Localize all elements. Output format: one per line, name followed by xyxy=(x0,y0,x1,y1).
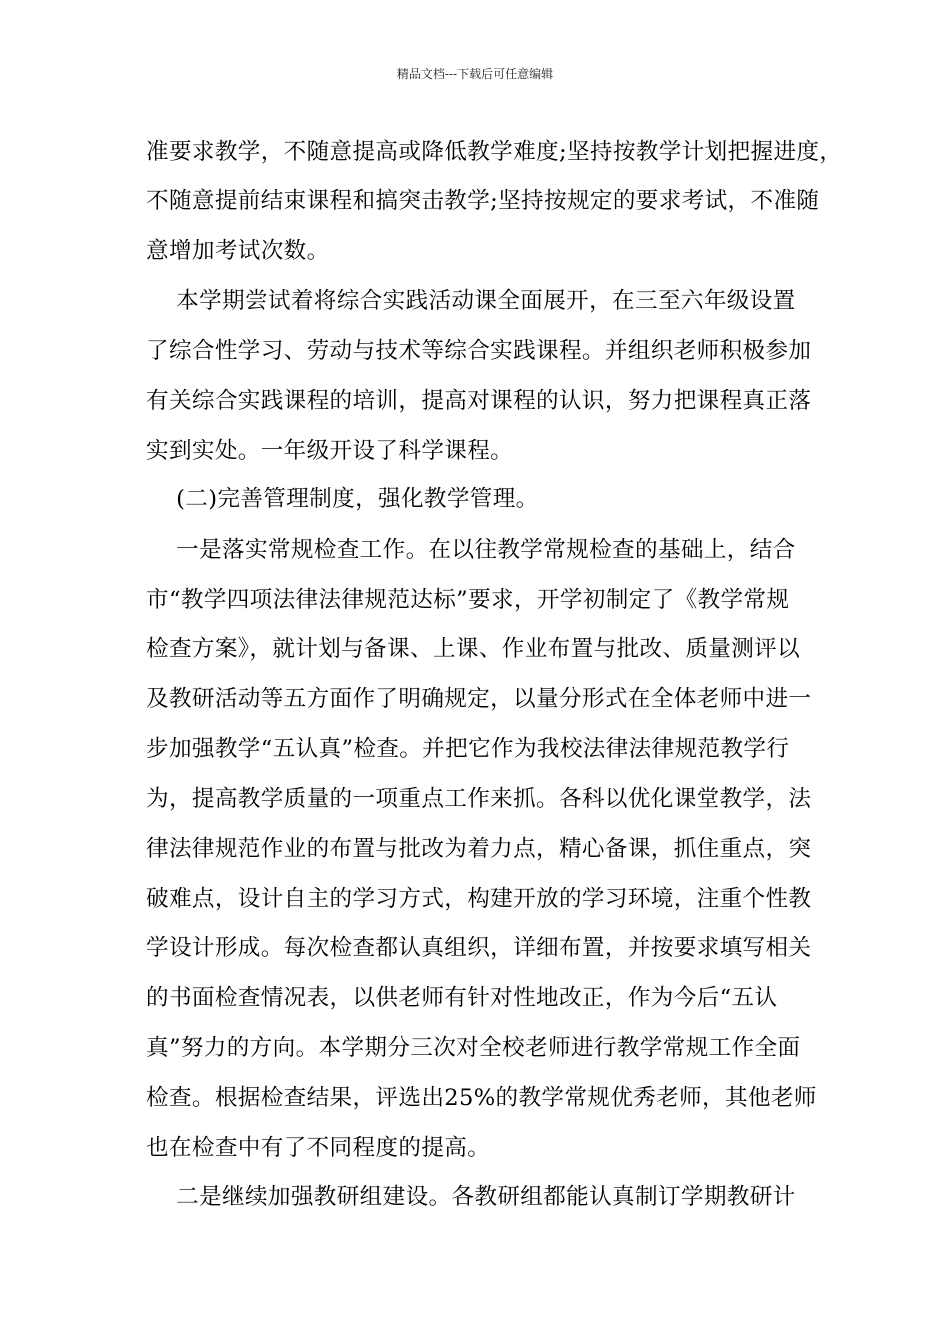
page-header: 精品文档---下载后可任意编辑 xyxy=(396,67,554,81)
body-text-line: 不随意提前结束课程和搞突击教学;坚持按规定的要求考试，不准随 xyxy=(146,188,820,214)
body-text-line: 市“教学四项法律法律规范达标”要求，开学初制定了《教学常规 xyxy=(146,587,790,613)
body-text-line: 律法律规范作业的布置与批改为着力点，精心备课，抓住重点，突 xyxy=(146,836,812,862)
body-text-line: 实到实处。一年级开设了科学课程。 xyxy=(146,438,514,464)
body-text-line: 真”努力的方向。本学期分三次对全校老师进行教学常规工作全面 xyxy=(146,1035,801,1061)
body-text-line: 破难点，设计自主的学习方式，构建开放的学习环境，注重个性教 xyxy=(146,886,812,912)
body-text-line: 意增加考试次数。 xyxy=(146,238,330,264)
body-text-line: 二是继续加强教研组建设。各教研组都能认真制订学期教研计 xyxy=(146,1184,796,1210)
body-text-line: 了综合性学习、劳动与技术等综合实践课程。并组织老师积极参加 xyxy=(146,338,812,364)
body-text-line: 准要求教学，不随意提高或降低教学难度;坚持按教学计划把握进度， xyxy=(146,139,843,165)
body-text-line: 也在检查中有了不同程度的提高。 xyxy=(146,1135,491,1161)
body-text-line: 检查。根据检查结果，评选出25%的教学常规优秀老师，其他老师 xyxy=(146,1085,817,1111)
body-text-line: 一是落实常规检查工作。在以往教学常规检查的基础上，结合 xyxy=(146,537,796,563)
body-text-line: 本学期尝试着将综合实践活动课全面展开，在三至六年级设置 xyxy=(146,288,796,314)
body-text-line: 步加强教学“五认真”检查。并把它作为我校法律法律规范教学行 xyxy=(146,736,790,762)
body-text-line: 学设计形成。每次检查都认真组织，详细布置，并按要求填写相关 xyxy=(146,935,812,961)
section-heading: (二)完善管理制度，强化教学管理。 xyxy=(146,486,539,512)
body-text-line: 的书面检查情况表，以供老师有针对性地改正，作为今后“五认 xyxy=(146,985,778,1011)
body-text-line: 为，提高教学质量的一项重点工作来抓。各科以优化课堂教学，法 xyxy=(146,786,812,812)
body-text-line: 及教研活动等五方面作了明确规定，以量分形式在全体老师中进一 xyxy=(146,686,812,712)
body-text-line: 检查方案》，就计划与备课、上课、作业布置与批改、质量测评以 xyxy=(146,636,801,662)
body-text-line: 有关综合实践课程的培训，提高对课程的认识，努力把课程真正落 xyxy=(146,388,812,414)
